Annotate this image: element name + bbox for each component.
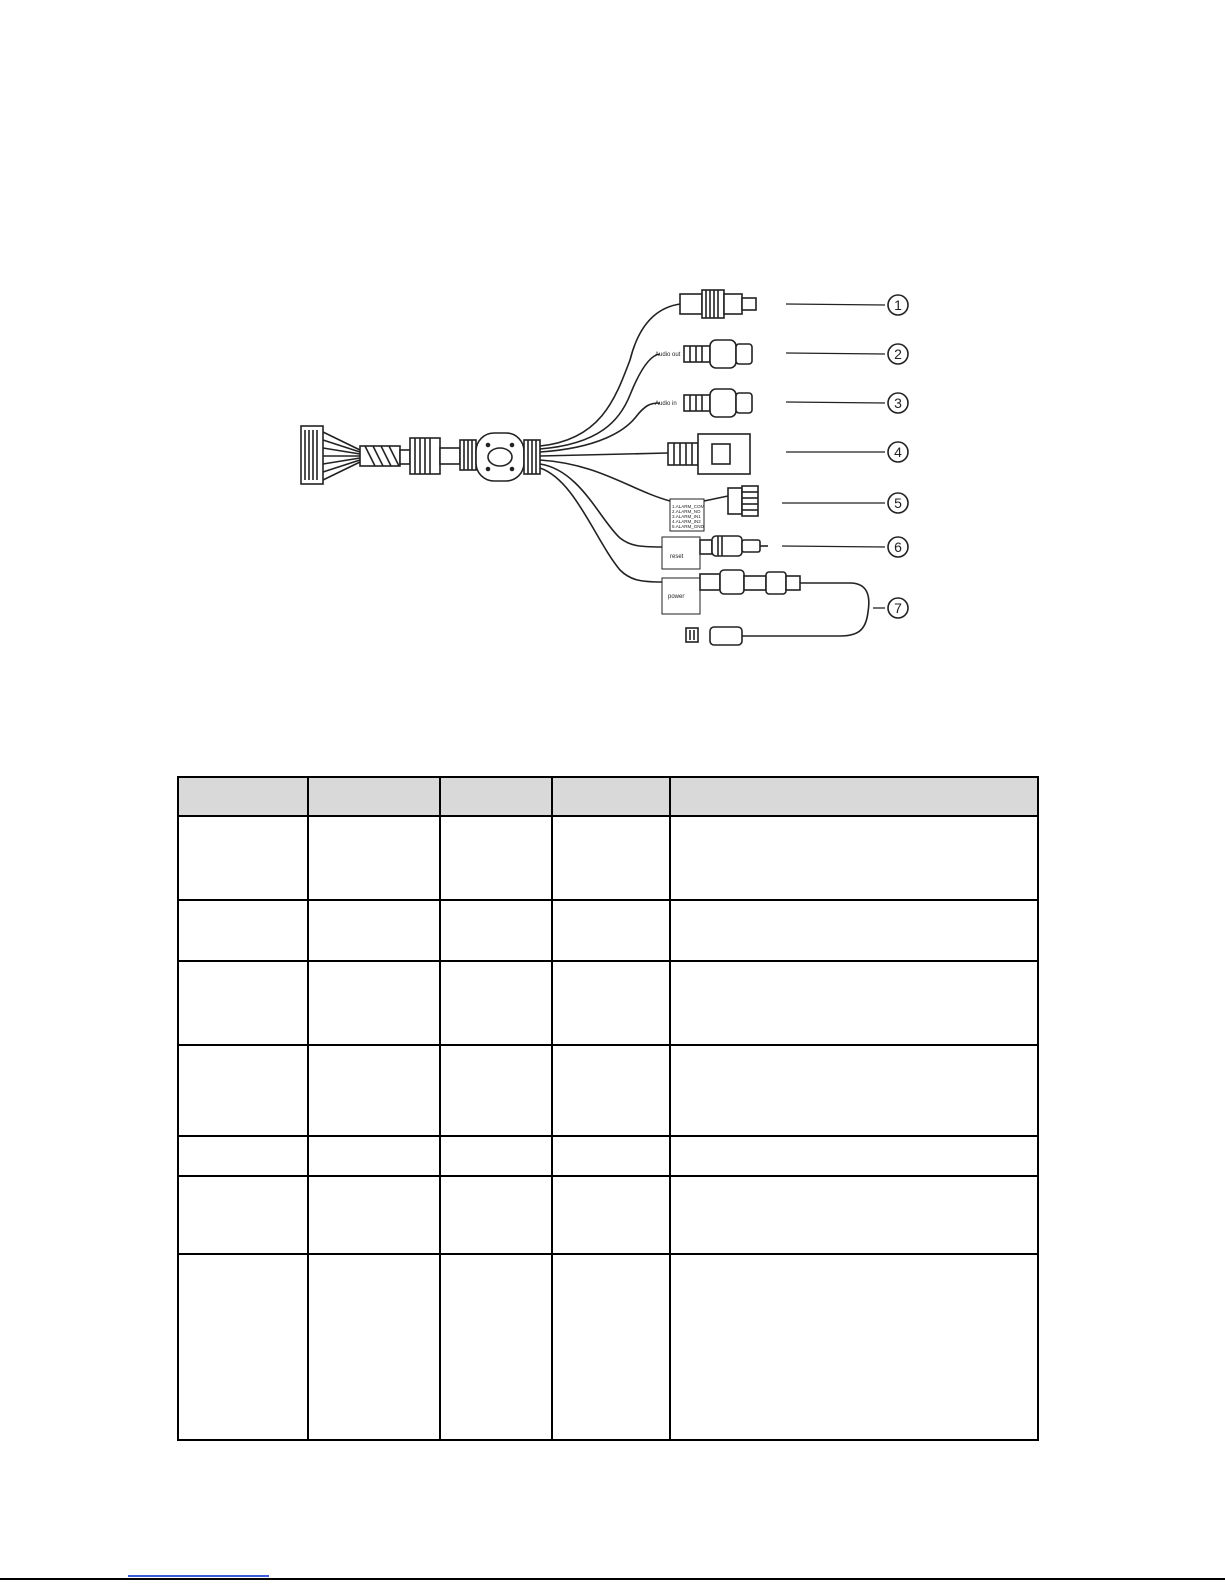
table-row [178, 961, 1038, 1045]
table-cell [552, 961, 670, 1045]
reset-connector [662, 536, 768, 569]
footer-link-underline[interactable] [128, 1575, 269, 1577]
table-cell [552, 1254, 670, 1440]
table-cell [178, 816, 308, 900]
table-cell [308, 1136, 440, 1176]
table-cell [440, 1176, 552, 1254]
branch-cables [540, 304, 680, 582]
callout-5: 5 [894, 495, 902, 511]
audio-in-label: Audio in [655, 401, 677, 407]
table-cell [178, 900, 308, 961]
power-label: power [668, 594, 685, 600]
callout-3: 3 [894, 395, 902, 411]
table-cell [308, 900, 440, 961]
table-row [178, 1136, 1038, 1176]
callout-1: 1 [894, 297, 902, 313]
table-header-row [178, 777, 1038, 816]
table-cell [440, 1045, 552, 1136]
audio-out-connector [684, 340, 752, 368]
table-row [178, 900, 1038, 961]
table-cell [552, 900, 670, 961]
header-cell [670, 777, 1038, 816]
header-cell [178, 777, 308, 816]
table-cell [308, 1254, 440, 1440]
table-cell [178, 1136, 308, 1176]
table-cell [552, 1045, 670, 1136]
table-cell [552, 816, 670, 900]
table-row [178, 1176, 1038, 1254]
audio-in-connector [684, 389, 752, 417]
threaded-coupler [400, 438, 476, 474]
table-cell [670, 961, 1038, 1045]
table-cell [440, 816, 552, 900]
table-cell [440, 1254, 552, 1440]
table-cell [440, 900, 552, 961]
table-cell [308, 1045, 440, 1136]
table-cell [178, 961, 308, 1045]
table-cell [178, 1176, 308, 1254]
alarm-label-5: 5.ALARM_GND [672, 524, 704, 529]
callout-6: 6 [894, 539, 902, 555]
connector-spec-table [177, 776, 1039, 1441]
table-row [178, 816, 1038, 900]
header-cell [308, 777, 440, 816]
callout-4: 4 [894, 444, 902, 460]
alarm-label-3: 3.ALARM_IN1 [672, 514, 701, 519]
table-cell [552, 1136, 670, 1176]
reset-label: reset [670, 554, 684, 560]
rj45-connector [668, 434, 750, 474]
table-cell [670, 1176, 1038, 1254]
header-cell [552, 777, 670, 816]
alarm-label-1: 1.ALARM_COM [672, 504, 705, 509]
table-cell [308, 1176, 440, 1254]
cable-hub [476, 433, 540, 481]
table-cell [670, 1136, 1038, 1176]
table-cell [308, 961, 440, 1045]
table-cell [670, 1045, 1038, 1136]
callout-7: 7 [894, 600, 902, 616]
table-cell [670, 816, 1038, 900]
table-cell [552, 1176, 670, 1254]
table-cell [670, 1254, 1038, 1440]
bnc-connector [680, 290, 756, 318]
footer-rule [0, 1578, 1225, 1580]
audio-out-label: Audio out [655, 352, 681, 358]
table-cell [670, 900, 1038, 961]
power-connector [662, 570, 869, 645]
header-cell [440, 777, 552, 816]
callout-leaders [782, 304, 885, 608]
table-cell [440, 1136, 552, 1176]
table-cell [440, 961, 552, 1045]
table-cell [178, 1254, 308, 1440]
alarm-label-4: 4.ALARM_IN2 [672, 519, 701, 524]
callout-2: 2 [894, 346, 902, 362]
cable-diagram [0, 0, 1225, 760]
multi-pin-connector [301, 426, 400, 484]
table-row [178, 1254, 1038, 1440]
alarm-label-2: 2.ALARM_NO [672, 509, 701, 514]
table-cell [308, 816, 440, 900]
table-cell [178, 1045, 308, 1136]
table-row [178, 1045, 1038, 1136]
